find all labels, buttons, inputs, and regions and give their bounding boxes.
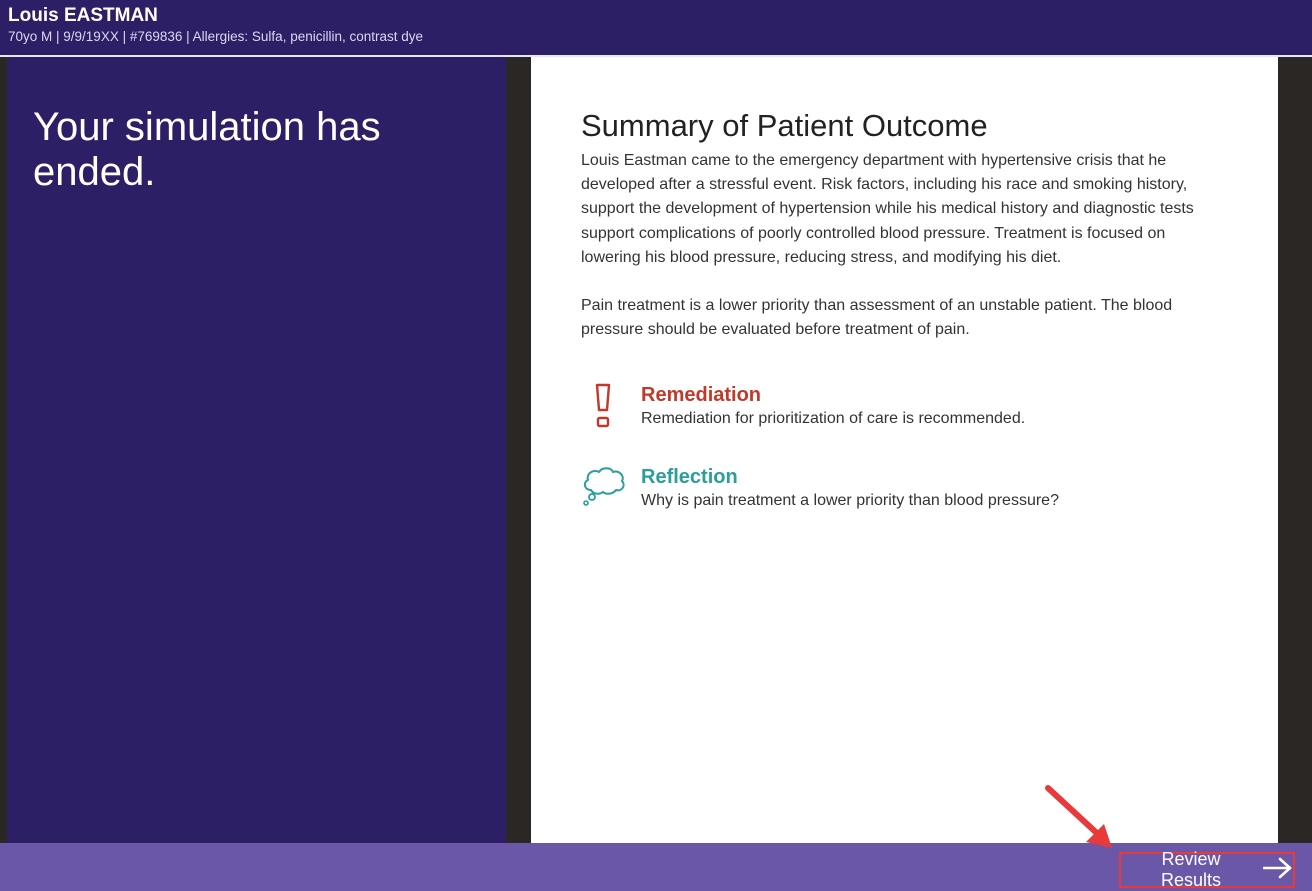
exclamation-icon: [581, 382, 621, 435]
patient-meta: 70yo M | 9/9/19XX | #769836 | Allergies: Sulfa, penicillin, contrast dye: [8, 29, 424, 44]
simulation-ended-message: Your simulation has ended.: [33, 105, 381, 194]
review-results-label: Review Results: [1160, 849, 1222, 890]
thought-bubble-icon: [581, 464, 627, 513]
summary-paragraph-2: Pain treatment is a lower priority than assessment of an unstable patient. The blood pressure should be evaluated before treatment of pain.: [581, 297, 1173, 339]
summary-body: [581, 149, 1228, 342]
reflection-callout: [581, 464, 1228, 512]
patient-name: Louis EASTMAN: [8, 5, 158, 26]
summary-panel: [531, 57, 1278, 843]
simulation-status-panel: [7, 57, 506, 843]
remediation-callout: [581, 382, 1228, 430]
remediation-title: Remediation: [641, 384, 762, 407]
summary-title: Summary of Patient Outcome: [581, 108, 988, 143]
remediation-text: Remediation for prioritization of care is recommended.: [641, 410, 1026, 428]
reflection-title: Reflection: [641, 466, 738, 489]
arrow-right-icon: [1263, 857, 1293, 884]
annotation-arrow-icon: [1040, 780, 1120, 865]
patient-header: [0, 0, 1312, 55]
review-results-button[interactable]: [1119, 849, 1295, 890]
reflection-text: Why is pain treatment a lower priority than blood pressure?: [641, 492, 1059, 510]
summary-paragraph-1: Louis Eastman came to the emergency department with hypertensive crisis that he developed after a stressful event. Risk factors, including his race and smoking history, support the development of hypertension while his medical history and diagnostic tests support complications of poorly controlled blood pressure. Treatment is focused on lowering his blood pressure, reducing stress, and modifying his diet.: [581, 152, 1194, 266]
